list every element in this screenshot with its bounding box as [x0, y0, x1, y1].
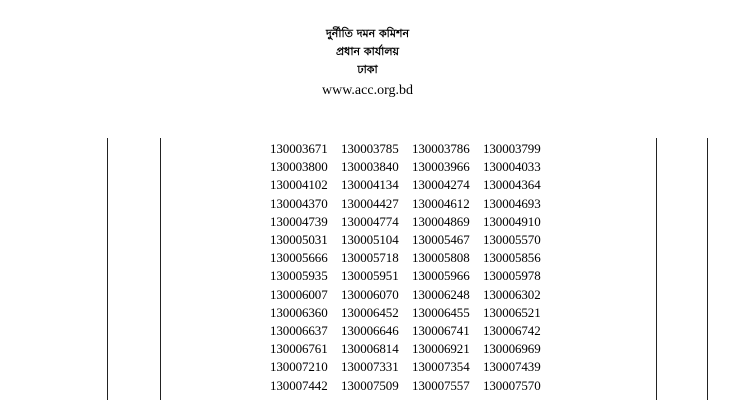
roll-number-cell: 130003800 [270, 159, 328, 175]
table-row [270, 286, 590, 304]
table-row [270, 249, 590, 267]
roll-number-cell: 130007354 [412, 359, 470, 375]
roll-number-cell: 130005718 [341, 250, 399, 266]
roll-number-cell: 130004033 [483, 159, 541, 175]
table-row [270, 376, 590, 394]
organization-name: দুর্নীতি দমন কমিশন [325, 27, 410, 40]
roll-number-cell: 130006070 [341, 286, 399, 302]
roll-number-cell: 130006521 [483, 304, 541, 320]
roll-number-cell: 130003785 [341, 141, 399, 157]
roll-number-cell: 130004774 [341, 213, 399, 229]
table-row [270, 267, 590, 285]
roll-number-cell: 130004427 [341, 195, 399, 211]
roll-number-cell: 130003966 [412, 159, 470, 175]
roll-number-cell: 130004910 [483, 213, 541, 229]
table-row [270, 322, 590, 340]
roll-number-cell: 130003786 [412, 141, 470, 157]
roll-number-cell: 130007509 [341, 377, 399, 393]
roll-number-cell: 130005808 [412, 250, 470, 266]
roll-number-table [270, 140, 590, 395]
roll-number-cell: 130006646 [341, 322, 399, 338]
roll-number-cell: 130007570 [483, 377, 541, 393]
roll-number-cell: 130004102 [270, 177, 328, 193]
roll-number-cell: 130004693 [483, 195, 541, 211]
roll-number-cell: 130004739 [270, 213, 328, 229]
roll-number-cell: 130006969 [483, 341, 541, 357]
roll-number-cell: 130006302 [483, 286, 541, 302]
roll-number-cell: 130004274 [412, 177, 470, 193]
roll-number-cell: 130006761 [270, 341, 328, 357]
roll-number-cell: 130005467 [412, 232, 470, 248]
roll-number-cell: 130004364 [483, 177, 541, 193]
roll-number-cell: 130005935 [270, 268, 328, 284]
table-row [270, 304, 590, 322]
roll-number-cell: 130006742 [483, 322, 541, 338]
roll-number-cell: 130006455 [412, 304, 470, 320]
roll-number-cell: 130006452 [341, 304, 399, 320]
roll-number-cell: 130006248 [412, 286, 470, 302]
table-row [270, 140, 590, 158]
roll-number-cell: 130007210 [270, 359, 328, 375]
website-link[interactable]: www.acc.org.bd [322, 83, 413, 98]
roll-number-cell: 130005978 [483, 268, 541, 284]
roll-number-cell: 130006921 [412, 341, 470, 357]
roll-number-cell: 130003799 [483, 141, 541, 157]
city-name: ঢাকা [357, 63, 378, 76]
table-row [270, 176, 590, 194]
table-border-left [107, 138, 108, 400]
roll-number-cell: 130007439 [483, 359, 541, 375]
table-row [270, 358, 590, 376]
roll-number-cell: 130006814 [341, 341, 399, 357]
roll-number-cell: 130007442 [270, 377, 328, 393]
table-row [270, 340, 590, 358]
roll-number-cell: 130006741 [412, 322, 470, 338]
roll-number-cell: 130005031 [270, 232, 328, 248]
roll-number-cell: 130005570 [483, 232, 541, 248]
roll-number-cell: 130004612 [412, 195, 470, 211]
roll-number-cell: 130005951 [341, 268, 399, 284]
table-row [270, 231, 590, 249]
roll-number-cell: 130004370 [270, 195, 328, 211]
table-border-inner-right [656, 138, 657, 400]
table-row [270, 195, 590, 213]
table-border-inner-left [160, 138, 161, 400]
document-header [0, 25, 735, 101]
roll-number-cell: 130005104 [341, 232, 399, 248]
table-row [270, 158, 590, 176]
roll-number-cell: 130006637 [270, 322, 328, 338]
roll-number-cell: 130004134 [341, 177, 399, 193]
roll-number-cell: 130005966 [412, 268, 470, 284]
roll-number-cell: 130006007 [270, 286, 328, 302]
roll-number-cell: 130004869 [412, 213, 470, 229]
roll-number-cell: 130007331 [341, 359, 399, 375]
roll-number-cell: 130005666 [270, 250, 328, 266]
roll-number-cell: 130005856 [483, 250, 541, 266]
roll-number-cell: 130003840 [341, 159, 399, 175]
table-row [270, 213, 590, 231]
table-border-right [707, 138, 708, 400]
roll-number-cell: 130007557 [412, 377, 470, 393]
roll-number-cell: 130006360 [270, 304, 328, 320]
office-name: প্রধান কার্যালয় [335, 45, 400, 58]
roll-number-cell: 130003671 [270, 141, 328, 157]
